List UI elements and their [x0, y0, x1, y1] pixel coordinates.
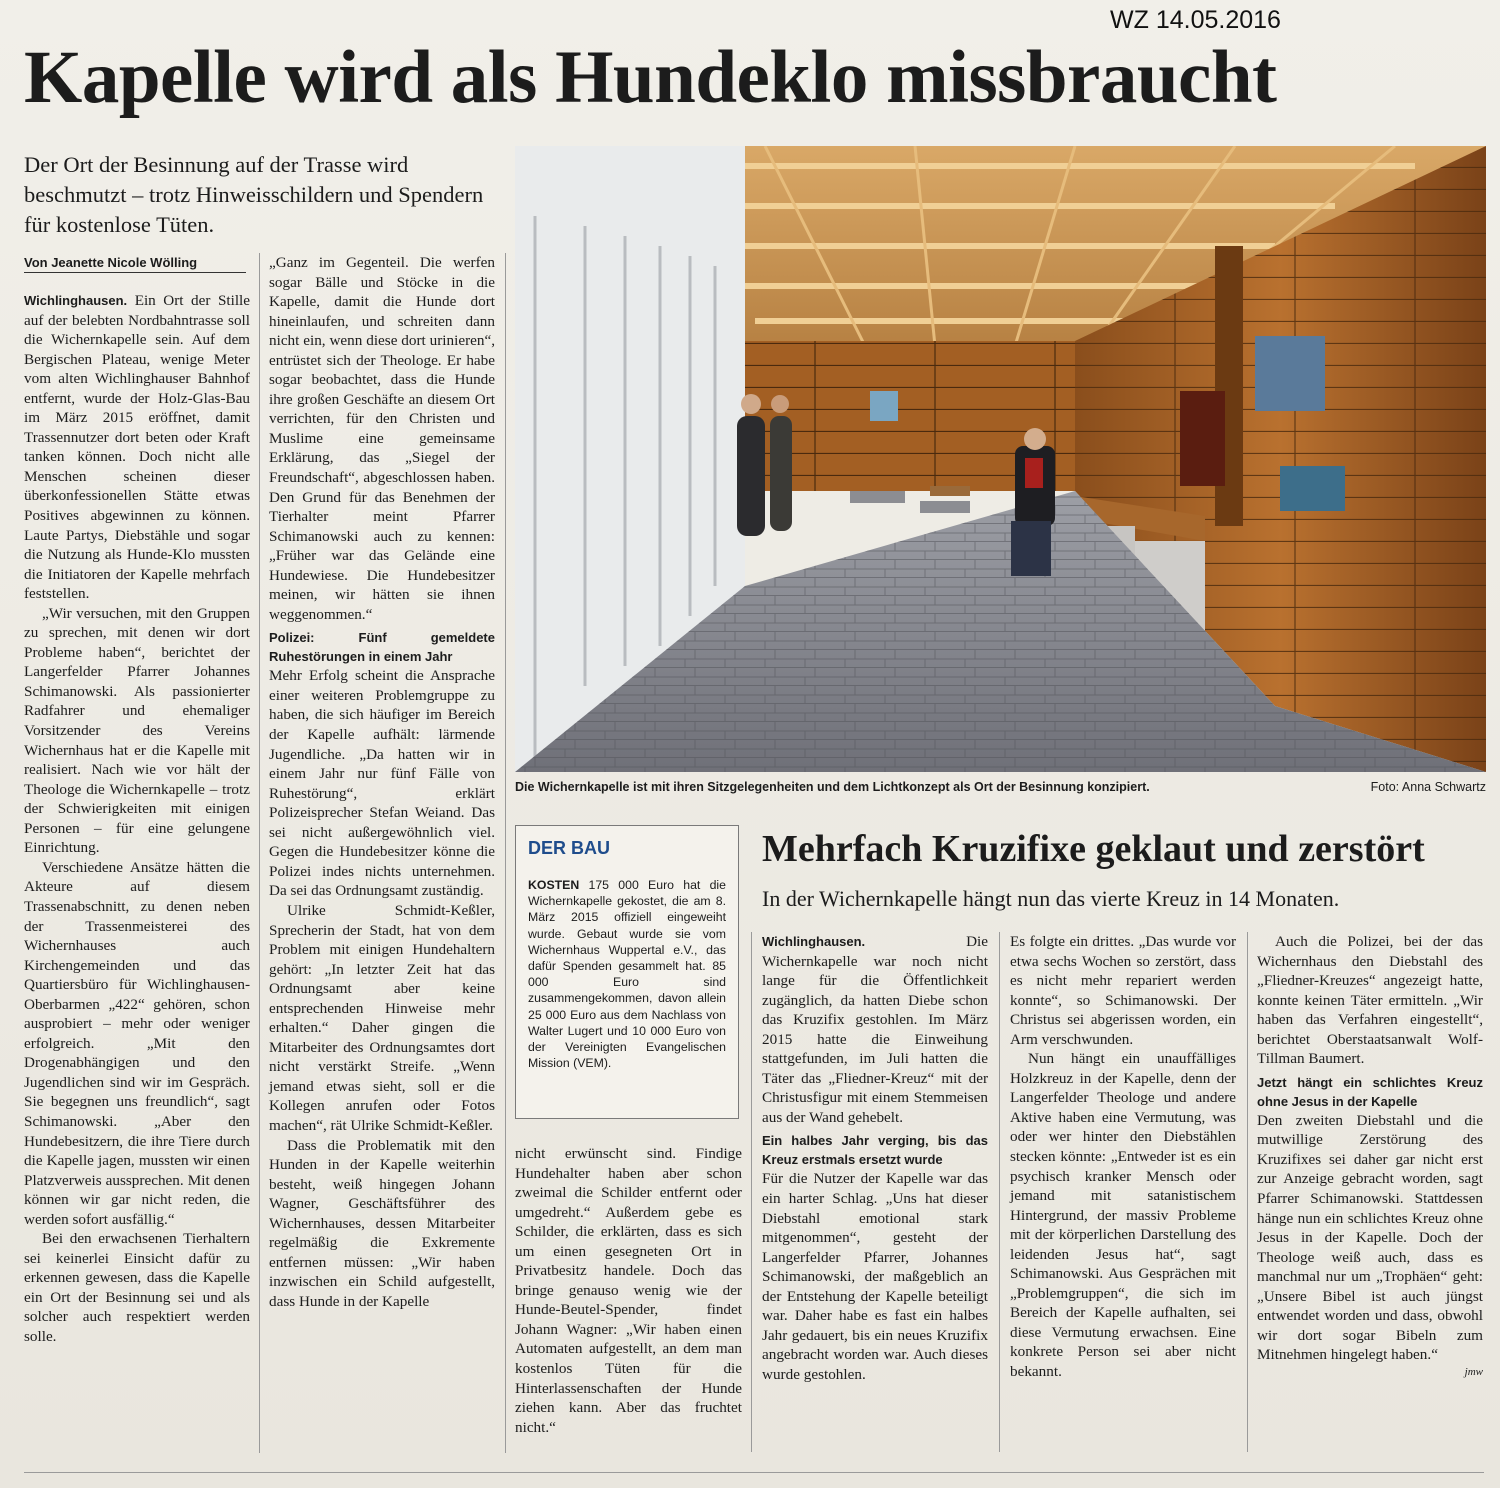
paragraph: Es folgte ein drittes. „Das wurde vor etwa sechs Wochen so zerstört, dass es nicht mehr repariert werden konnte“, so Schimanowski. Der Christus sei abgerissen worden, ein Arm verschwunden. [1010, 933, 1236, 1048]
article-column-1 [24, 291, 250, 1347]
info-box-text [528, 877, 726, 1071]
column-divider [999, 932, 1000, 1452]
author-signature: jmw [1464, 1365, 1483, 1378]
column-divider [751, 932, 752, 1452]
paragraph: Für die Nutzer der Kapelle war das ein harter Schlag. „Uns hat dieser Diebstahl emotional stark mitgenommen“, gesteht der Langerfelder Pfarrer, Johannes Schimanowski, der maßgeblich an der Entstehung der Kapelle beteiligt war. Daher habe es fast ein halbes Jahr gedauert, bis ein neues Kruzifix angebracht worden war. Auch dieses wurde gestohlen. [762, 1170, 988, 1383]
paragraph: Verschiedene Ansätze hätten die Akteure auf diesem Trassenabschnitt, zu denen neben der Trassenmeisterei des Wichernhauses auch Kirchengemeinden und das Quartiersbüro für Wichlinghausen-Oberbarmen „422“ gehören, schon ausprobiert – mehr oder weniger erfolgreich. „Mit den Drogenabhängigen und den Jugendlichen sind wir im Gespräch. Sie begegnen uns freundlich“, sagt Schimanowski. „Aber den Hundebesitzern, die ihre Tiere durch die Kapelle jagen, mussten wir einen Platzverweis aussprechen. Mit denen können wir gar nicht reden, die werden sofort ausfällig.“ [24, 858, 250, 1228]
photo-credit: Foto: Anna Schwartz [1370, 780, 1486, 794]
paragraph [24, 291, 250, 604]
paragraph: Auch die Polizei, bei der das Wichernhaus den Diebstahl des „Fliedner-Kreuzes“ angezeigt hatte, konnte keinen Täter ermitteln. „Wir haben das Verfahren eingestellt“, berichtet Oberstaatsanwalt Wolf-Tillman Baumert. [1257, 933, 1483, 1068]
headline: Kapelle wird als Hundeklo missbraucht [24, 36, 1277, 119]
byline: Von Jeanette Nicole Wölling [24, 255, 246, 273]
paragraph-text: Die Wichernkapelle war noch nicht lange für die Öffentlichkeit zugänglich, da hatten Diebe schon das Kruzifix gestohlen. Im März 2015 hatte die Einweihung stattgefunden, im Juli hatten die Täter das „Fliedner-Kreuz“ mit der Christusfigur mit einem Stemmeisen aus der Wand gehebelt. [762, 933, 988, 1126]
info-box-title: DER BAU [528, 838, 611, 858]
info-box-label: KOSTEN [528, 878, 580, 892]
column-divider [505, 253, 506, 1453]
date-stamp: WZ 14.05.2016 [1110, 6, 1281, 34]
chapel-interior-illustration [515, 146, 1486, 772]
chapel-photo [515, 146, 1486, 772]
dateline: Wichlinghausen. [762, 934, 866, 949]
column-divider [259, 253, 260, 1453]
subheading: Jetzt hängt ein schlichtes Kreuz ohne Jesus in der Kapelle [1257, 1074, 1483, 1109]
paragraph: Mehr Erfolg scheint die Ansprache einer weiteren Problemgruppe zu haben, die sich häufiger im Bereich der Kapelle aufhält: lärmende Jugendliche. „Da hatten wir in einem Jahr nur fünf Fälle von Ruhestörung“, erklärt Polizeisprecher Stefan Weiand. Das sei nicht außergewöhnlich viel. Gegen die Hundebesitzer könne die Polizei indes nichts unternehmen. Da sei das Ordnungsamt zuständig. [269, 667, 495, 900]
paragraph: nicht erwünscht sind. Findige Hundehalter haben aber schon zweimal die Schilder entfernt oder umgedreht.“ Außerdem gebe es Schilder, die erklärten, dass es sich um einen gesegneten Ort in Privatbesitz handele. Doch das bringe genauso wenig wie der Hunde-Beutel-Spender, findet Johann Wagner: „Wir haben einen Automaten aufgestellt, an dem man kostenlos Tüten für die Hinterlassenschaften der Hunde ziehen kann. Aber das fruchtet nicht.“ [515, 1145, 742, 1436]
second-deck: In der Wichernkapelle hängt nun das vierte Kreuz in 14 Monaten. [762, 886, 1340, 911]
paragraph: „Wir versuchen, mit den Gruppen zu sprechen, mit denen wir dort Probleme haben“, berichtet der Langerfelder Pfarrer Johannes Schimanowski. Als passionierter Radfahrer und ehemaliger Vorsitzender des Vereins Wichernhaus hat er die Kapelle mit realisiert. Nach wie vor hält der Theologe die Wichernkapelle – trotz der Schwierigkeiten mit einigen Personen – für eine gelungene Einrichtung. [24, 604, 250, 857]
photo-caption-bar [515, 780, 1486, 794]
page-bottom-rule [24, 1472, 1484, 1473]
paragraph: Den zweiten Diebstahl und die mutwillige Zerstörung des Kruzifixes sei daher gar nicht erst zur Anzeige gebracht worden, sagt Pfarrer Schimanowski. Stattdessen hänge nun ein schlichtes Kreuz ohne Jesus in der Kapelle. Doch der Theologe weiß auch, dass es manchmal nur um „Trophäen“ geht: „Unsere Bibel ist auch jüngst entwendet worden und dass, obwohl wir dort sogar Bibeln zum Mitnehmen hingelegt haben.“ [1257, 1111, 1483, 1364]
second-headline: Mehrfach Kruzifixe geklaut und zerstört [762, 828, 1425, 870]
paragraph: „Ganz im Gegenteil. Die werfen sogar Bälle und Stöcke in die Kapelle, damit die Hunde dort hineinlaufen, und schreiten dann nicht ein, wenn diese dort urinieren“, entrüstet sich der Theologe. Er habe sogar beobachtet, dass die Hunde ihre großen Geschäfte an diesem Ort verrichten, für den Christen und Muslime eine gemeinsame Erklärung, das „Siegel der Freundschaft“, abgeschlossen haben. Den Grund für das Benehmen der Tierhalter meint Pfarrer Schimanowski auch zu kennen: „Früher war das Gelände eine Hundewiese. Die Hundebesitzer meinen, wir hätten sie ihnen weggenommen.“ [269, 254, 495, 623]
dateline: Wichlinghausen. [24, 293, 128, 308]
paragraph: Dass die Problematik mit den Hunden in der Kapelle weiterhin besteht, weiß hingegen Johann Wagner, Geschäftsführer des Wichernhauses, dessen Mitarbeiter regelmäßig die Exkremente entfernen müssen: „Wir haben inzwischen ein Schild aufgestellt, dass Hunde in der Kapelle [269, 1136, 495, 1310]
second-article-column-2 [1010, 932, 1236, 1382]
column-divider [1247, 932, 1248, 1452]
article-column-2 [269, 253, 495, 1311]
photo-caption: Die Wichernkapelle ist mit ihren Sitzgelegenheiten und dem Lichtkonzept als Ort der Besinnung konzipiert. [515, 780, 1150, 794]
paragraph [762, 932, 988, 1127]
second-article-column-3 [1257, 932, 1483, 1382]
paragraph: Bei den erwachsenen Tierhaltern sei keinerlei Einsicht dafür zu erkennen gewesen, dass die Kapelle ein Ort der Besinnung sei und als solcher auch respektiert werden solle. [24, 1230, 250, 1345]
subheading: Polizei: Fünf gemeldete Ruhestörungen in einem Jahr [269, 630, 495, 665]
deck: Der Ort der Besinnung auf der Trasse wird beschmutzt – trotz Hinweisschildern und Spendern für kostenlose Tüten. [24, 152, 484, 237]
paragraph-text: Ein Ort der Stille auf der belebten Nordbahntrasse soll die Wichernkapelle sein. Auf dem Bergischen Plateau, wenige Meter vom alten Wichlinghauser Bahnhof entfernt, wurde der Holz-Glas-Bau im März 2015 eröffnet, damit Trassennutzer dort beten oder Kraft tanken können. Doch nicht alle Menschen scheinen dieser überkonfessionellen Stätte etwas Positives abgewinnen zu können. Laute Partys, Diebstähle und sogar die Nutzung als Hunde-Klo mussten die Initiatoren der Kapelle mehrfach feststellen. [24, 292, 251, 603]
info-box [515, 825, 739, 1119]
subheading: Ein halbes Jahr verging, bis das Kreuz erstmals ersetzt wurde [762, 1133, 988, 1168]
paragraph: Nun hängt ein unauffälliges Holzkreuz in der Kapelle, denn der Langerfelder Theologe und andere Aktive haben eine Vermutung, was oder wer hinter den Diebstählen stecken könnte: „Entweder ist es ein psychisch kranker Mensch oder jemand mit satanistischem Hintergrund, der massiv Probleme mit der körperlichen Darstellung des leidenden Jesus hat“, sagt Schimanowski. Aus Gesprächen mit „Problemgruppen“, die sich im Bereich der Kapelle aufhalten, sei diese Vermutung erwachsen. Eine konkrete Person sei aber nicht bekannt. [1010, 1050, 1236, 1381]
info-box-body: 175 000 Euro hat die Wichernkapelle gekostet, die am 8. März 2015 offiziell eingeweiht wurde. Gebaut wurde sie vom Wichernhaus Wuppertal e.V., das dafür Spenden gesammelt hat. 85 000 Euro sind zusammengekommen, davon allein 25 000 Euro aus dem Nachlass von Walter Lugert und 10 000 Euro von der Vereinigten Evangelischen Mission (VEM). [528, 878, 726, 1071]
second-article-column-1 [762, 932, 988, 1384]
paragraph: Ulrike Schmidt-Keßler, Sprecherin der Stadt, hat von dem Problem mit einigen Hundehaltern gehört: „In letzter Zeit hat das Ordnungsamt aber keine entsprechenden Hinweise mehr erhalten.“ Daher gingen die Mitarbeiter des Ordnungsamtes dort nicht verstärkt Streife. „Wenn jemand etwas sieht, soll er die Kollegen anrufen oder Fotos machen“, rät Ulrike Schmidt-Keßler. [269, 901, 495, 1134]
article-column-3 [515, 1144, 742, 1437]
